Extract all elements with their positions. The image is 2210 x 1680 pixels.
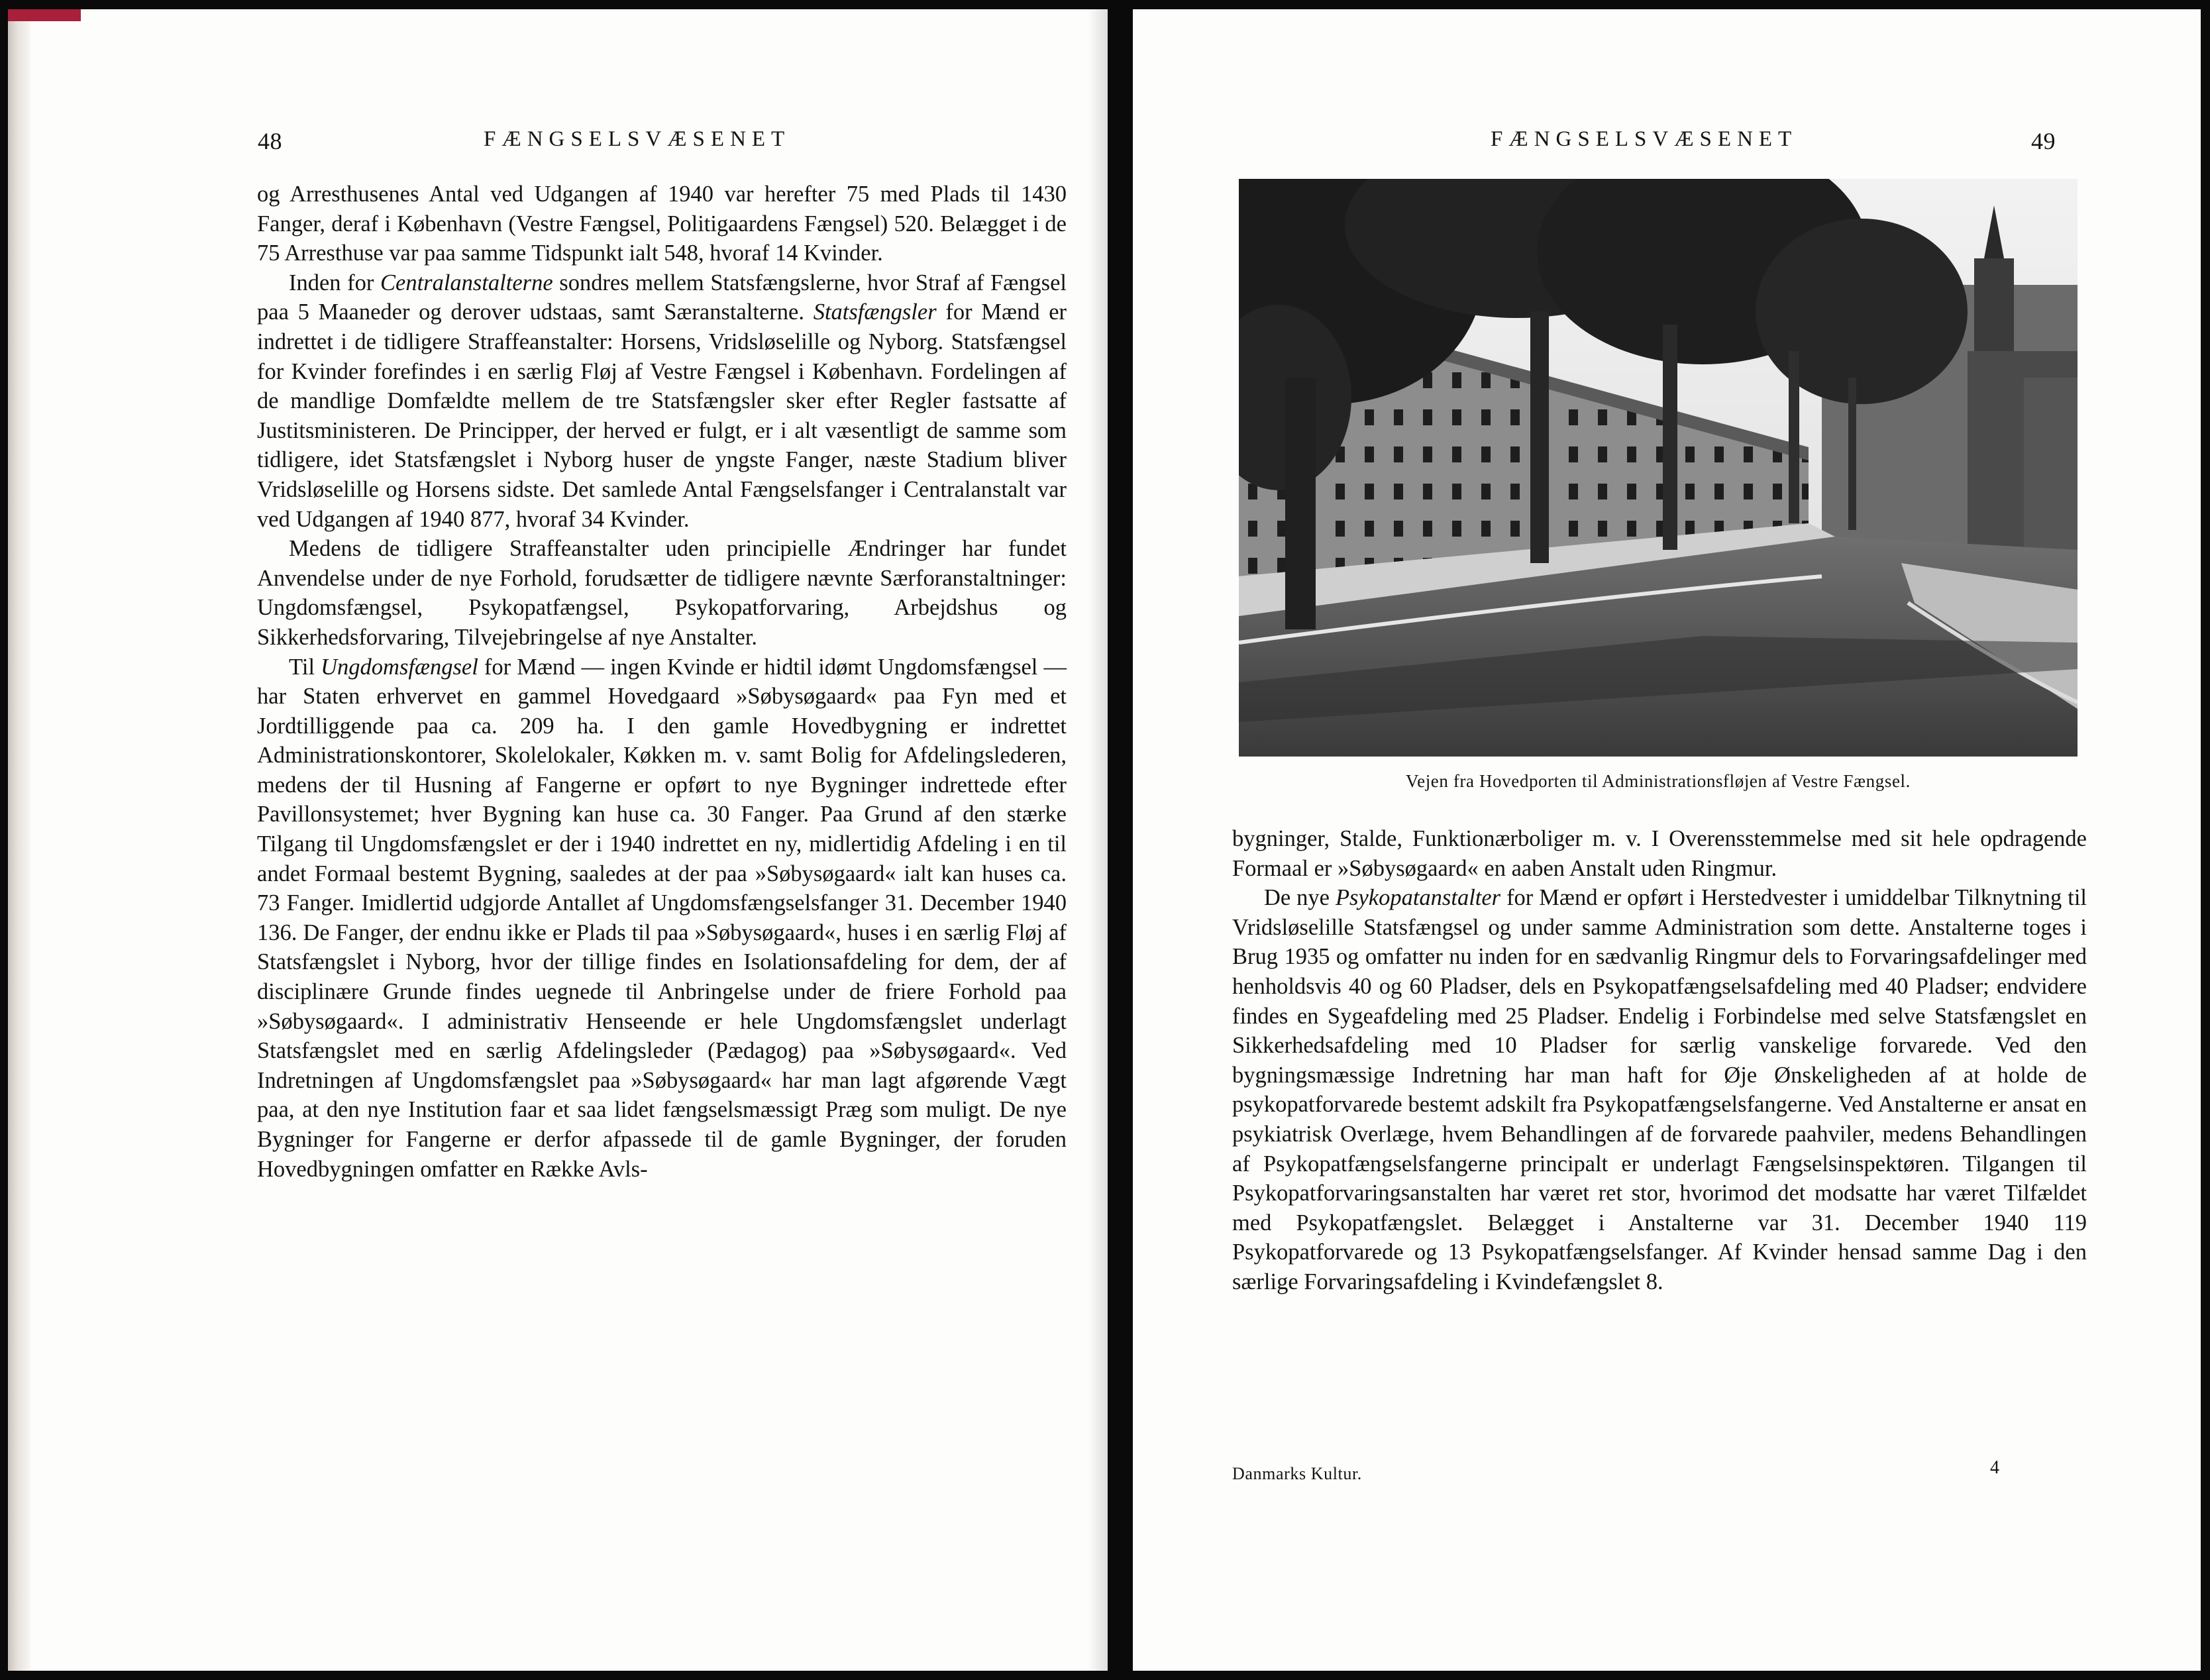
text-run: Til — [289, 654, 321, 680]
page-number: 49 — [2031, 128, 2056, 154]
text-run: for Mænd er opført i Herstedvester i umiddelbar Tilknytning til Vridsløselille Statsfængsel og under samme Administration som dette. Anstalterne toges i Brug 1935 og omfatter nu inden for en sædvanlig Ringmur dels to Forvaringsafdelinger med henholdsvis 40 og 60 Pladser, dels en Psykopatfængselsafdeling med 40 Pladser; endvidere findes en Sygeafdeling med 25 Pladser. Endelig i Forbindelse med selve Statsfængslet en Sikkerhedsafdeling med 10 Pladser for særlig vanskelige forvarede. Ved den bygningsmæssige Indretning har man haft for Øje Ønskeligheden af at holde de psykopatforvarede bestemt adskilt fra Psykopatfængselsfangerne. Ved Anstalterne er ansat en psykiatrisk Overlæge, hvem Behandlingen af de forvarede paahviler, medens Behandlingen af Psykopatfængselsfangerne principalt er underlagt Fængselsinspektøren. Tilgangen til Psykopatforvaringsanstalten har været ret stor, hvorimod det modsatte har været Tilfældet med Psykopatfængslet. Belægget i Anstalterne var 31. December 1940 119 Psykopatforvarede og 13 Psykopatfængselsfanger. Af Kvinder hensad samme Dag i den særlige Forvaringsafdeling i Kvindefængslet 8. — [1232, 885, 2087, 1294]
body-text — [257, 180, 1067, 1184]
photo-image — [1239, 179, 2078, 757]
paragraph — [1232, 824, 2087, 883]
text-run: for Mænd — ingen Kvinde er hidtil idømt Ungdomsfængsel — har Staten erhvervet en gammel Hovedgaard »Søbysøgaard« paa Fyn med et Jordtilliggende paa ca. 209 ha. I den gamle Hovedbygning er indrettet Administrationskontorer, Skolelokaler, Køkken m. v. samt Bolig for Afdelingslederen, medens der til Husning af Fangerne er opført to nye Bygninger indrettede efter Pavillonsystemet; hver Bygning kan huse ca. 30 Fanger. Paa Grund af den stærke Tilgang til Ungdomsfængslet er der i 1940 indrettet en ny, midlertidig Afdeling i en til andet Formaal bestemt Bygning, saaledes at der paa »Søbysøgaard« ialt kan huses ca. 73 Fanger. Imidlertid udgjorde Antallet af Ungdomsfængselsfanger 31. December 1940 136. De Fanger, der endnu ikke er Plads til paa »Søbysøgaard«, huses i en særlig Fløj af Statsfængslet i Nyborg, hvor der tillige findes en Isolationsafdeling for dem, der af disciplinære Grunde findes uegnede til Anbringelse under de friere Forhold paa »Søbysøgaard«. I administrativ Henseende er hele Ungdomsfængslet underlagt Statsfængslet med en særlig Afdelingsleder (Pædagog) paa »Søbysøgaard«. Ved Indretningen af Ungdomsfængslet paa »Søbysøgaard« har man lagt afgørende Vægt paa, at den nye Institution faar et saa lidet fængselsmæssigt Præg som muligt. De nye Bygninger for Fangerne er derfor afpassede til de gamle Bygninger, der foruden Hovedbygningen omfatter en Række Avls- — [257, 654, 1067, 1182]
text-run: bygninger, Stalde, Funktionærboliger m. v. I Overensstemmelse med sit hele opdragende Formaal er »Søbysøgaard« en aaben Anstalt uden Ringmur. — [1232, 826, 2087, 881]
italic-term: Statsfængsler — [813, 299, 937, 325]
page-edge-stain — [8, 9, 30, 1671]
text-run: Inden for — [289, 270, 380, 295]
right-page — [1133, 9, 2201, 1671]
text-run: og Arresthusenes Antal ved Udgangen af 1940 var herefter 75 med Plads til 1430 Fanger, deraf i København (Vestre Fængsel, Politigaardens Fængsel) 520. Belægget i de 75 Arresthuse var paa samme Tidspunkt ialt 548, hvoraf 14 Kvinder. — [257, 182, 1067, 266]
sheet-number: 4 — [1990, 1457, 1999, 1478]
paragraph — [1232, 883, 2087, 1296]
paragraph — [257, 268, 1067, 534]
gutter-shadow — [1088, 9, 1108, 1671]
text-run: for Mænd er indrettet i de tidligere Straffeanstalter: Horsens, Vridsløselille og Nyborg. Statsfængsel for Kvinder forefindes i en særlig Fløj af Vestre Fængsel i København. Fordelingen af de mandlige Domfældte mellem de tre Statsfængsler sker efter Regler fastsatte af Justitsministeren. De Principper, der herved er fulgt, er i alt væsentligt de samme som tidligere, idet Statsfængslet i Nyborg huser de yngste Fanger, næste Stadium bliver Vridsløselille og Horsens sidste. Det samlede Antal Fængselsfanger i Centralanstalt var ved Udgangen af 1940 877, hvoraf 34 Kvinder. — [257, 299, 1067, 532]
text-run: sondres mellem Statsfængslerne, hvor Straf af Fængsel paa 5 Maaneder og derover udstaas, samt Særanstalterne. — [257, 270, 1067, 325]
body-text — [1232, 824, 2087, 1297]
paragraph — [257, 653, 1067, 1184]
paragraph — [257, 180, 1067, 268]
page-number: 48 — [258, 128, 282, 154]
paragraph — [257, 534, 1067, 652]
prison-road-photo — [1239, 179, 2078, 757]
page-edge-mark — [8, 9, 81, 21]
text-run: De nye — [1264, 885, 1336, 911]
italic-term: Centralanstalterne — [380, 270, 553, 295]
left-page — [8, 9, 1108, 1671]
footer-signature: Danmarks Kultur. — [1232, 1464, 1362, 1483]
italic-term: Ungdomsfængsel — [321, 654, 478, 680]
running-title: FÆNGSELSVÆSENET — [1491, 127, 1798, 151]
italic-term: Psykopatanstalter — [1335, 885, 1501, 911]
running-title: FÆNGSELSVÆSENET — [484, 127, 791, 151]
text-run: Medens de tidligere Straffeanstalter uden principielle Ændringer har fundet Anvendelse under de nye Forhold, forudsætter de tidligere nævnte Særforanstaltninger: Ungdomsfængsel, Psykopatfængsel, Psykopatforvaring, Arbejdshus og Sikkerhedsforvaring, Tilvejebringelse af nye Anstalter. — [257, 536, 1067, 650]
photo-caption: Vejen fra Hovedporten til Administrationsfløjen af Vestre Fængsel. — [1406, 771, 1911, 791]
